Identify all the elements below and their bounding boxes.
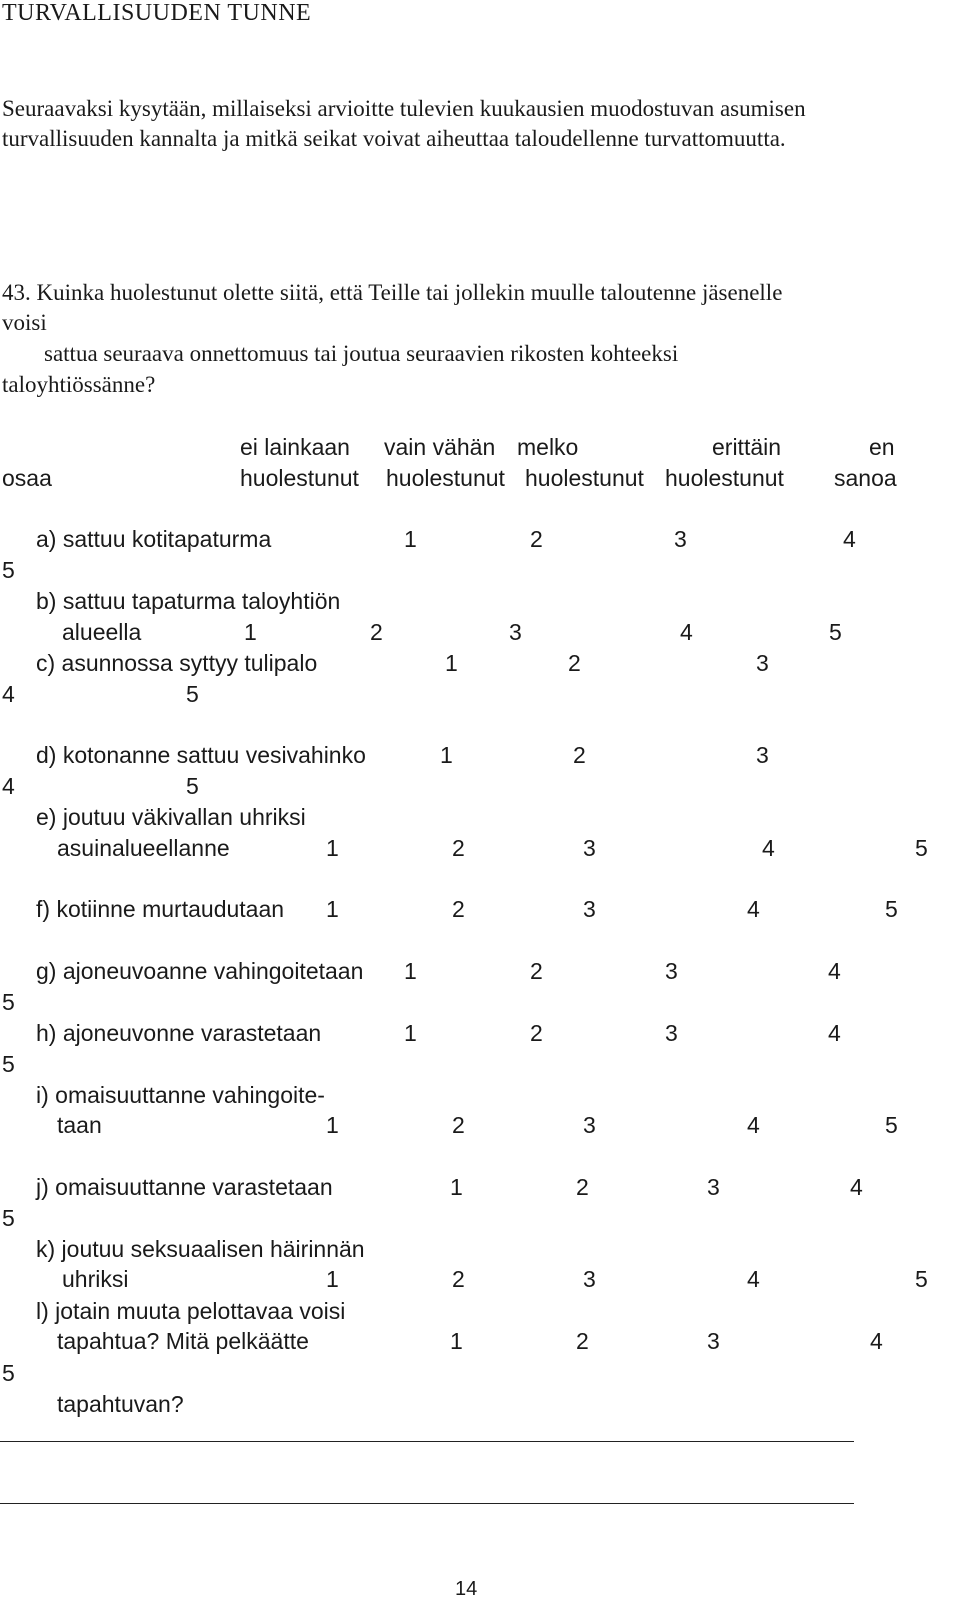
item-c-option-4[interactable]: 4 — [2, 681, 15, 707]
item-c-label: c) asunnossa syttyy tulipalo — [36, 650, 318, 676]
scale-header-5-top: en — [869, 434, 895, 460]
item-j-label: j) omaisuuttanne varastetaan — [36, 1174, 333, 1200]
item-e-option-2[interactable]: 2 — [452, 835, 465, 861]
item-h-label: h) ajoneuvonne varastetaan — [36, 1020, 322, 1046]
item-e-label-2: asuinalueellanne — [57, 835, 230, 861]
item-a-option-3[interactable]: 3 — [674, 526, 687, 552]
item-h-option-5[interactable]: 5 — [2, 1051, 15, 1077]
item-i-option-2[interactable]: 2 — [452, 1112, 465, 1138]
item-j-option-2[interactable]: 2 — [576, 1174, 589, 1200]
item-j-option-1[interactable]: 1 — [450, 1174, 463, 1200]
scale-header-3-bottom: huolestunut — [525, 465, 644, 491]
scale-header-1-bottom: huolestunut — [240, 465, 359, 491]
page-number: 14 — [455, 1578, 478, 1600]
item-g-option-1[interactable]: 1 — [404, 958, 417, 984]
item-e-option-5[interactable]: 5 — [915, 835, 928, 861]
item-k-option-5[interactable]: 5 — [915, 1266, 928, 1292]
question-line-2: voisi — [2, 310, 47, 335]
item-i-option-1[interactable]: 1 — [326, 1112, 339, 1138]
scale-header-4-top: erittäin — [712, 434, 782, 460]
item-d-option-4[interactable]: 4 — [2, 773, 15, 799]
question-line-4: taloyhtiössänne? — [2, 372, 156, 397]
item-l-label-3: tapahtuvan? — [57, 1391, 184, 1417]
item-d-option-1[interactable]: 1 — [440, 742, 453, 768]
item-i-label-1: i) omaisuuttanne vahingoite- — [36, 1082, 325, 1108]
item-l-option-4[interactable]: 4 — [870, 1328, 883, 1354]
item-k-option-3[interactable]: 3 — [583, 1266, 596, 1292]
answer-line-1[interactable] — [0, 1441, 854, 1442]
item-g-option-4[interactable]: 4 — [828, 958, 841, 984]
item-a-label: a) sattuu kotitapaturma — [36, 526, 272, 552]
item-e-option-4[interactable]: 4 — [762, 835, 775, 861]
item-b-option-1[interactable]: 1 — [244, 619, 257, 645]
item-j-option-3[interactable]: 3 — [707, 1174, 720, 1200]
item-c-option-1[interactable]: 1 — [445, 650, 458, 676]
question-line-3: sattua seuraava onnettomuus tai joutua seuraavien rikosten kohteeksi — [44, 341, 679, 366]
item-b-option-5[interactable]: 5 — [829, 619, 842, 645]
item-i-option-5[interactable]: 5 — [885, 1112, 898, 1138]
item-a-option-5[interactable]: 5 — [2, 557, 15, 583]
item-e-option-1[interactable]: 1 — [326, 835, 339, 861]
item-f-option-1[interactable]: 1 — [326, 896, 339, 922]
item-h-option-4[interactable]: 4 — [828, 1020, 841, 1046]
item-b-label-1: b) sattuu tapaturma taloyhtiön — [36, 588, 341, 614]
item-h-option-1[interactable]: 1 — [404, 1020, 417, 1046]
item-l-option-1[interactable]: 1 — [450, 1328, 463, 1354]
item-h-option-2[interactable]: 2 — [530, 1020, 543, 1046]
item-e-option-3[interactable]: 3 — [583, 835, 596, 861]
item-c-option-5[interactable]: 5 — [186, 681, 199, 707]
item-c-option-3[interactable]: 3 — [756, 650, 769, 676]
item-b-option-4[interactable]: 4 — [680, 619, 693, 645]
item-d-option-5[interactable]: 5 — [186, 773, 199, 799]
item-f-option-2[interactable]: 2 — [452, 896, 465, 922]
item-f-option-3[interactable]: 3 — [583, 896, 596, 922]
item-f-option-5[interactable]: 5 — [885, 896, 898, 922]
item-c-option-2[interactable]: 2 — [568, 650, 581, 676]
item-f-option-4[interactable]: 4 — [747, 896, 760, 922]
item-g-option-2[interactable]: 2 — [530, 958, 543, 984]
item-l-label-1: l) jotain muuta pelottavaa voisi — [36, 1298, 346, 1324]
intro-line-2: turvallisuuden kannalta ja mitkä seikat voivat aiheuttaa taloudellenne turvattomuutta. — [2, 126, 786, 151]
item-d-option-2[interactable]: 2 — [573, 742, 586, 768]
page-heading: TURVALLISUUDEN TUNNE — [2, 0, 312, 26]
item-l-label-2: tapahtua? Mitä pelkäätte — [57, 1328, 309, 1354]
item-b-option-2[interactable]: 2 — [370, 619, 383, 645]
scale-header-1-top: ei lainkaan — [240, 434, 350, 460]
item-i-option-4[interactable]: 4 — [747, 1112, 760, 1138]
item-i-option-3[interactable]: 3 — [583, 1112, 596, 1138]
item-i-label-2: taan — [57, 1112, 102, 1138]
scale-header-3-top: melko — [517, 434, 579, 460]
item-g-label: g) ajoneuvoanne vahingoitetaan — [36, 958, 364, 984]
item-l-option-2[interactable]: 2 — [576, 1328, 589, 1354]
item-j-option-4[interactable]: 4 — [850, 1174, 863, 1200]
item-a-option-1[interactable]: 1 — [404, 526, 417, 552]
scale-header-5-bottom: sanoa — [834, 465, 897, 491]
scale-header-5-wrap: osaa — [2, 465, 52, 491]
item-g-option-3[interactable]: 3 — [665, 958, 678, 984]
item-b-option-3[interactable]: 3 — [509, 619, 522, 645]
question-line-1: 43. Kuinka huolestunut olette siitä, että Teille tai jollekin muulle taloutenne jäsenelle — [2, 280, 783, 305]
item-k-option-1[interactable]: 1 — [326, 1266, 339, 1292]
answer-line-2[interactable] — [0, 1503, 854, 1504]
item-e-label-1: e) joutuu väkivallan uhriksi — [36, 804, 306, 830]
item-h-option-3[interactable]: 3 — [665, 1020, 678, 1046]
item-k-label-2: uhriksi — [62, 1266, 129, 1292]
item-k-option-4[interactable]: 4 — [747, 1266, 760, 1292]
intro-line-1: Seuraavaksi kysytään, millaiseksi arvioitte tulevien kuukausien muodostuvan asumisen — [2, 96, 806, 121]
item-k-label-1: k) joutuu seksuaalisen häirinnän — [36, 1236, 365, 1262]
item-l-option-5[interactable]: 5 — [2, 1360, 15, 1386]
item-a-option-4[interactable]: 4 — [843, 526, 856, 552]
item-j-option-5[interactable]: 5 — [2, 1205, 15, 1231]
scale-header-2-bottom: huolestunut — [386, 465, 505, 491]
item-k-option-2[interactable]: 2 — [452, 1266, 465, 1292]
scale-header-4-bottom: huolestunut — [665, 465, 784, 491]
item-f-label: f) kotiinne murtaudutaan — [36, 896, 285, 922]
item-a-option-2[interactable]: 2 — [530, 526, 543, 552]
item-g-option-5[interactable]: 5 — [2, 989, 15, 1015]
item-b-label-2: alueella — [62, 619, 142, 645]
scale-header-2-top: vain vähän — [384, 434, 496, 460]
item-d-option-3[interactable]: 3 — [756, 742, 769, 768]
item-l-option-3[interactable]: 3 — [707, 1328, 720, 1354]
item-d-label: d) kotonanne sattuu vesivahinko — [36, 742, 366, 768]
